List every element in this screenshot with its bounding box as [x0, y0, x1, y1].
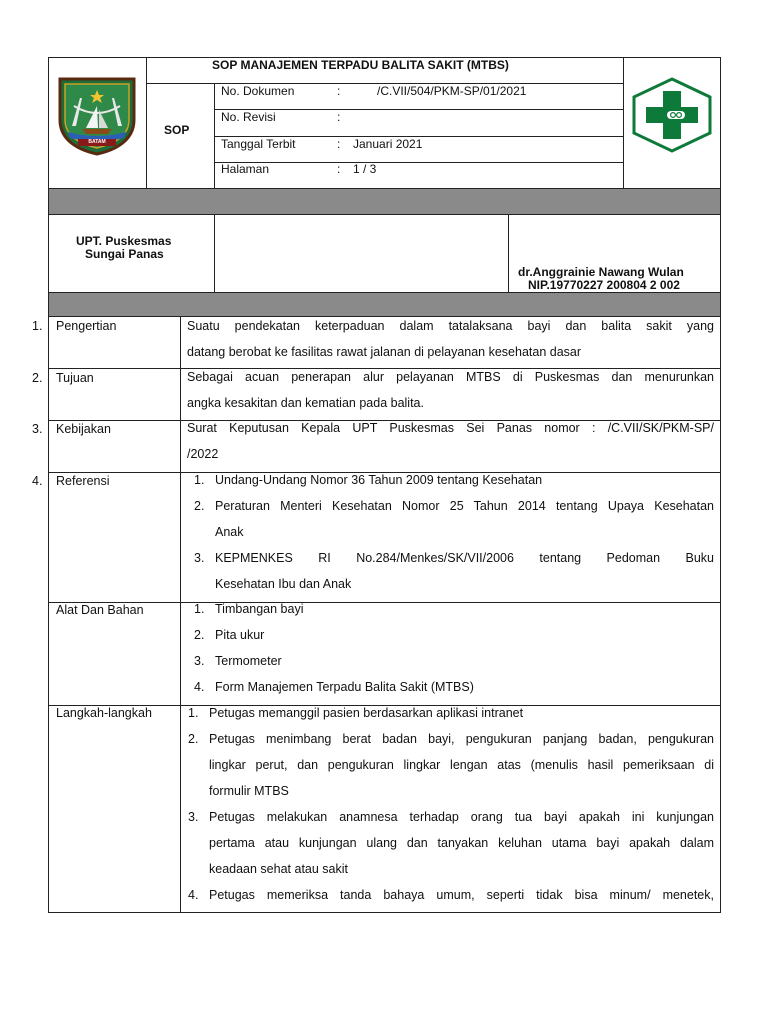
list-item: [194, 467, 714, 493]
sop-label: SOP: [164, 123, 190, 137]
field-value-halaman: 1 / 3: [353, 162, 377, 176]
field-sep: :: [337, 84, 341, 98]
section-label-langkah: Langkah-langkah: [56, 706, 152, 720]
field-label-no-dokumen: No. Dokumen: [221, 84, 295, 98]
section-number: 3.: [32, 422, 43, 436]
list-item: [194, 596, 714, 622]
alat-list: [194, 596, 714, 700]
referensi-list: [194, 467, 714, 597]
list-item: [194, 622, 714, 648]
list-item: [188, 882, 714, 908]
text-line: Surat Keputusan Kepala UPT Puskesmas Sei Panas nomor : /C.VII/SK/PKM-SP/: [187, 421, 714, 435]
field-value-no-dokumen: /C.VII/504/PKM-SP/01/2021: [377, 84, 527, 98]
section-label-alat: Alat Dan Bahan: [56, 603, 144, 617]
text-line: KEPMENKES RI No.284/Menkes/SK/VII/2006 tentang Pedoman Buku: [215, 551, 714, 565]
text-line: Timbangan bayi: [215, 602, 304, 616]
signer-name: dr.Anggrainie Nawang Wulan: [518, 265, 684, 279]
list-item: [188, 726, 714, 804]
section-label-tujuan: Tujuan: [56, 371, 94, 385]
batam-crest-logo: [56, 76, 138, 156]
field-value-tanggal: Januari 2021: [353, 137, 423, 151]
puskesmas-cross-logo: [630, 77, 714, 153]
text-line: Form Manajemen Terpadu Balita Sakit (MTBS): [215, 680, 474, 694]
field-label-tanggal: Tanggal Terbit: [221, 137, 296, 151]
text-line: angka kesakitan dan kematian pada balita.: [187, 396, 424, 410]
section-number: 2.: [32, 371, 43, 385]
text-line: Peraturan Menteri Kesehatan Nomor 25 Tahun 2014 tentang Upaya Kesehatan: [215, 499, 714, 513]
text-line: Petugas melakukan anamnesa terhadap orang tua bayi apakah ini kunjungan: [209, 810, 714, 824]
text-line: Suatu pendekatan keterpaduan dalam tatalaksana bayi dan balita sakit yang: [187, 319, 714, 333]
text-line: Undang-Undang Nomor 36 Tahun 2009 tentang Kesehatan: [215, 473, 543, 487]
section-label-referensi: Referensi: [56, 474, 110, 488]
list-number: 4.: [194, 680, 205, 694]
text-line: Termometer: [215, 654, 282, 668]
list-number: 4.: [188, 888, 199, 902]
field-label-no-revisi: No. Revisi: [221, 110, 276, 124]
list-item: [188, 804, 714, 882]
section-label-kebijakan: Kebijakan: [56, 422, 111, 436]
tujuan-text: [187, 364, 714, 416]
signer-nip: NIP.19770227 200804 2 002: [528, 278, 680, 292]
text-line: datang berobat ke fasilitas rawat jalanan di pelayanan kesehatan dasar: [187, 345, 582, 359]
list-number: 3.: [188, 810, 199, 824]
text-line: keadaan sehat atau sakit: [209, 862, 348, 876]
text-line: Petugas memeriksa tanda bahaya umum, seperti tidak bisa minum/ menetek,: [209, 888, 714, 902]
text-line: Anak: [215, 525, 244, 539]
list-number: 2.: [194, 628, 205, 642]
field-sep: :: [337, 162, 341, 176]
langkah-list: [188, 700, 714, 908]
separator-band: [49, 189, 720, 214]
pengertian-text: [187, 313, 714, 365]
field-label-halaman: Halaman: [221, 162, 270, 176]
text-line: lingkar perut, dan pengukuran lingkar lengan atas (menulis hasil pemeriksaan di: [209, 758, 714, 772]
list-number: 1.: [188, 706, 199, 720]
section-label-pengertian: Pengertian: [56, 319, 117, 333]
document-title: SOP MANAJEMEN TERPADU BALITA SAKIT (MTBS): [212, 58, 509, 72]
list-item: [194, 493, 714, 545]
text-line: pertama atau kunjungan ulang dan tanyakan keluhan utama bayi apakah dalam: [209, 836, 714, 850]
kebijakan-text: [187, 415, 714, 467]
list-number: 3.: [194, 551, 205, 565]
list-number: 2.: [194, 499, 205, 513]
list-number: 1.: [194, 473, 205, 487]
section-number: 1.: [32, 319, 43, 333]
crest-text: BATAM: [88, 139, 106, 145]
list-number: 2.: [188, 732, 199, 746]
field-sep: :: [337, 137, 341, 151]
list-number: 3.: [194, 654, 205, 668]
section-number: 4.: [32, 474, 43, 488]
text-line: Petugas menimbang berat badan bayi, pengukuran panjang badan, pengukuran: [209, 732, 714, 746]
field-sep: :: [337, 110, 341, 124]
text-line: formulir MTBS: [209, 784, 289, 798]
text-line: Sebagai acuan penerapan alur pelayanan MTBS di Puskesmas dan menurunkan: [187, 370, 714, 384]
text-line: Pita ukur: [215, 628, 265, 642]
list-item: [194, 674, 714, 700]
org-name-line1: UPT. Puskesmas: [76, 234, 172, 248]
list-item: [194, 545, 714, 597]
text-line: Petugas memanggil pasien berdasarkan aplikasi intranet: [209, 706, 524, 720]
list-number: 1.: [194, 602, 205, 616]
text-line: /2022: [187, 447, 219, 461]
list-item: [188, 700, 714, 726]
org-name-line2: Sungai Panas: [85, 247, 164, 261]
text-line: Kesehatan Ibu dan Anak: [215, 577, 352, 591]
list-item: [194, 648, 714, 674]
